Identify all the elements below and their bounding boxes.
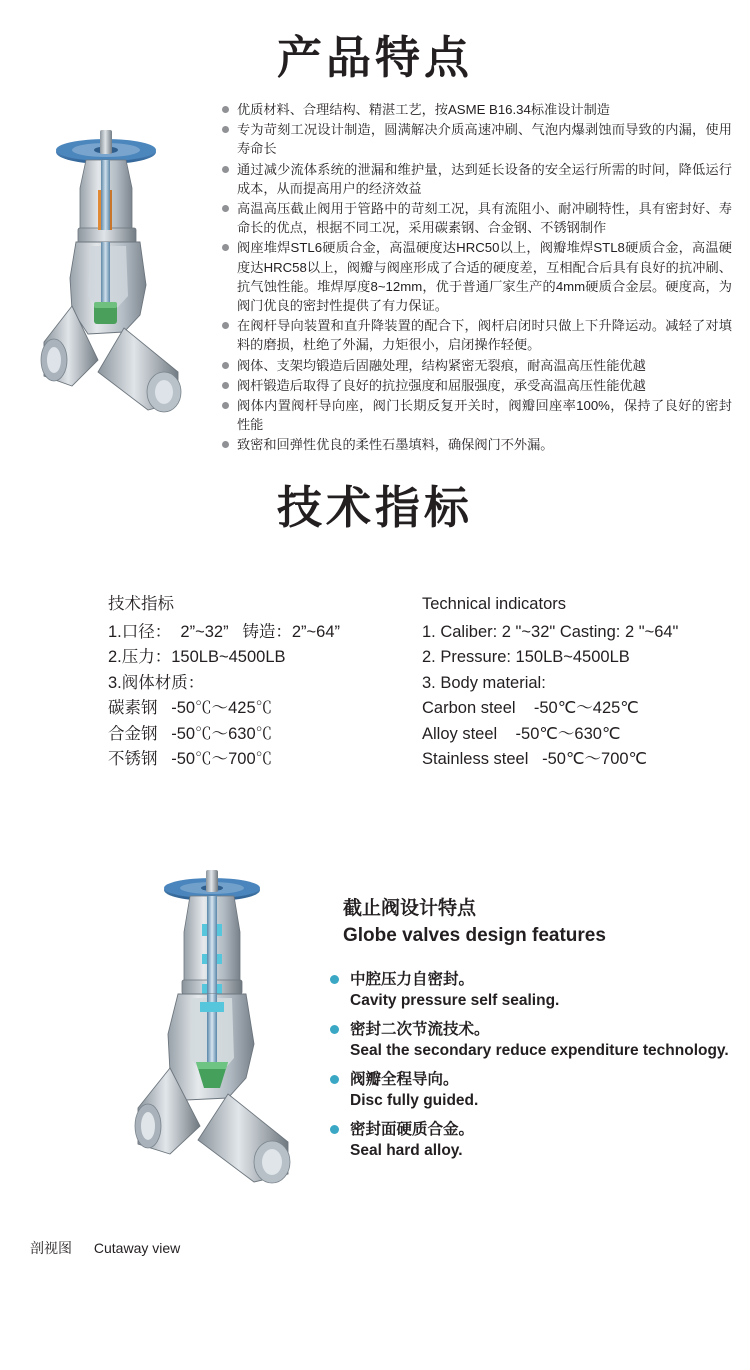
list-item	[330, 1018, 740, 1062]
globe-heading-cn: 截止阀设计特点	[343, 897, 477, 919]
bullet-dot-icon	[222, 322, 229, 329]
bullet-dot-icon	[222, 244, 229, 251]
page-title-technical-indicators: 技术指标	[276, 481, 473, 534]
product-features-list	[222, 100, 732, 456]
globe-item-en: Seal the secondary reduce expenditure technology.	[350, 1042, 729, 1059]
globe-item-en: Cavity pressure self sealing.	[350, 992, 560, 1009]
list-item: 阀杆锻造后取得了良好的抗拉强度和屈服强度，承受高温高压性能优越	[222, 376, 732, 395]
globe-item-cn: 阀瓣全程导向。	[350, 1070, 459, 1088]
valve-cutaway-illustration-top	[28, 110, 213, 430]
list-item	[330, 1118, 740, 1162]
bullet-dot-icon	[330, 975, 339, 984]
globe-heading-en: Globe valves design features	[343, 925, 606, 946]
bullet-dot-icon	[222, 441, 229, 448]
list-item: 阀体、支架均锻造后固融处理，结构紧密无裂痕，耐高温高压性能优越	[222, 356, 732, 375]
globe-item-cn: 中腔压力自密封。	[350, 970, 475, 988]
tech-en-line: 1. Caliber: 2 "~32" Casting: 2 "~64"	[422, 622, 679, 641]
list-item: 通过减少流体系统的泄漏和维护量，达到延长设备的安全运行所需的时间，降低运行成本，从而提高用户的经济效益	[222, 160, 732, 198]
tech-en-line: Alloy steel -50℃～630℃	[422, 724, 621, 743]
list-item	[330, 968, 740, 1012]
list-item	[330, 1068, 740, 1112]
list-item: 致密和回弹性优良的柔性石墨填料，确保阀门不外漏。	[222, 435, 732, 454]
list-item: 阀座堆焊STL6硬质合金，高温硬度达HRC50以上，阀瓣堆焊STL8硬质合金，高温硬度达HRC58以上，阀瓣与阀座形成了合适的硬度差，互相配合后具有良好的抗冲刷、抗气蚀性能。堆焊厚度8~12mm，优于普通厂家生产的4mm硬质合金层。硬度高，为阀门优良的密封性提供了有力保证。	[222, 238, 732, 315]
technical-indicators-english	[422, 592, 742, 773]
globe-item-cn: 密封二次节流技术。	[350, 1020, 490, 1038]
list-item: 高温高压截止阀用于管路中的苛刻工况，具有流阻小、耐冲刷特性，具有密封好、寿命长的优点，根据不同工况，采用碳素钢、合金钢、不锈钢制作	[222, 199, 732, 237]
globe-item-en: Disc fully guided.	[350, 1092, 479, 1109]
bullet-dot-icon	[330, 1125, 339, 1134]
list-item: 阀体内置阀杆导向座，阀门长期反复开关时，阀瓣回座率100%，保持了良好的密封性能	[222, 396, 732, 434]
bullet-dot-icon	[330, 1075, 339, 1084]
globe-item-cn: 密封面硬质合金。	[350, 1120, 475, 1138]
tech-cn-line: 2.压力：150LB~4500LB	[108, 648, 286, 666]
tech-cn-line: 3.阀体材质：	[108, 673, 205, 692]
bullet-dot-icon	[222, 166, 229, 173]
globe-item-en: Seal hard alloy.	[350, 1142, 463, 1159]
valve-cutaway-illustration-bottom	[120, 862, 330, 1192]
bullet-dot-icon	[222, 402, 229, 409]
tech-en-line: Carbon steel -50℃～425℃	[422, 699, 639, 717]
tech-en-line: Stainless steel -50℃～700℃	[422, 750, 648, 768]
bullet-dot-icon	[222, 382, 229, 389]
bullet-dot-icon	[330, 1025, 339, 1034]
caption-en: Cutaway view	[93, 1240, 181, 1256]
bullet-dot-icon	[222, 205, 229, 212]
page-title-product-features: 产品特点	[276, 31, 473, 84]
figure-caption	[30, 1238, 180, 1258]
globe-valve-feature-list	[330, 968, 740, 1168]
list-item: 优质材料、合理结构、精湛工艺，按ASME B16.34标准设计制造	[222, 100, 732, 119]
tech-cn-heading: 技术指标	[108, 595, 174, 613]
tech-cn-line: 1.口径： 2”~32” 铸造：2”~64”	[108, 622, 340, 641]
globe-valve-heading	[343, 895, 733, 949]
bullet-dot-icon	[222, 126, 229, 133]
tech-cn-line: 合金钢 -50℃～630℃	[108, 724, 273, 743]
tech-cn-line: 不锈钢 -50℃～700℃	[108, 750, 273, 768]
tech-cn-line: 碳素钢 -50℃～425℃	[108, 699, 273, 717]
list-item: 专为苛刻工况设计制造，圆满解决介质高速冲刷、气泡内爆剥蚀而导致的内漏，使用寿命长	[222, 120, 732, 158]
bullet-dot-icon	[222, 362, 229, 369]
tech-en-line: 3. Body material:	[422, 673, 546, 692]
caption-cn: 剖视图	[30, 1241, 72, 1257]
bullet-dot-icon	[222, 106, 229, 113]
tech-en-heading: Technical indicators	[422, 595, 566, 613]
tech-en-line: 2. Pressure: 150LB~4500LB	[422, 648, 630, 666]
technical-indicators-chinese	[108, 592, 408, 773]
list-item: 在阀杆导向装置和直升降装置的配合下，阀杆启闭时只做上下升降运动。减轻了对填料的磨损，杜绝了外漏，力矩很小，启闭操作轻便。	[222, 316, 732, 354]
